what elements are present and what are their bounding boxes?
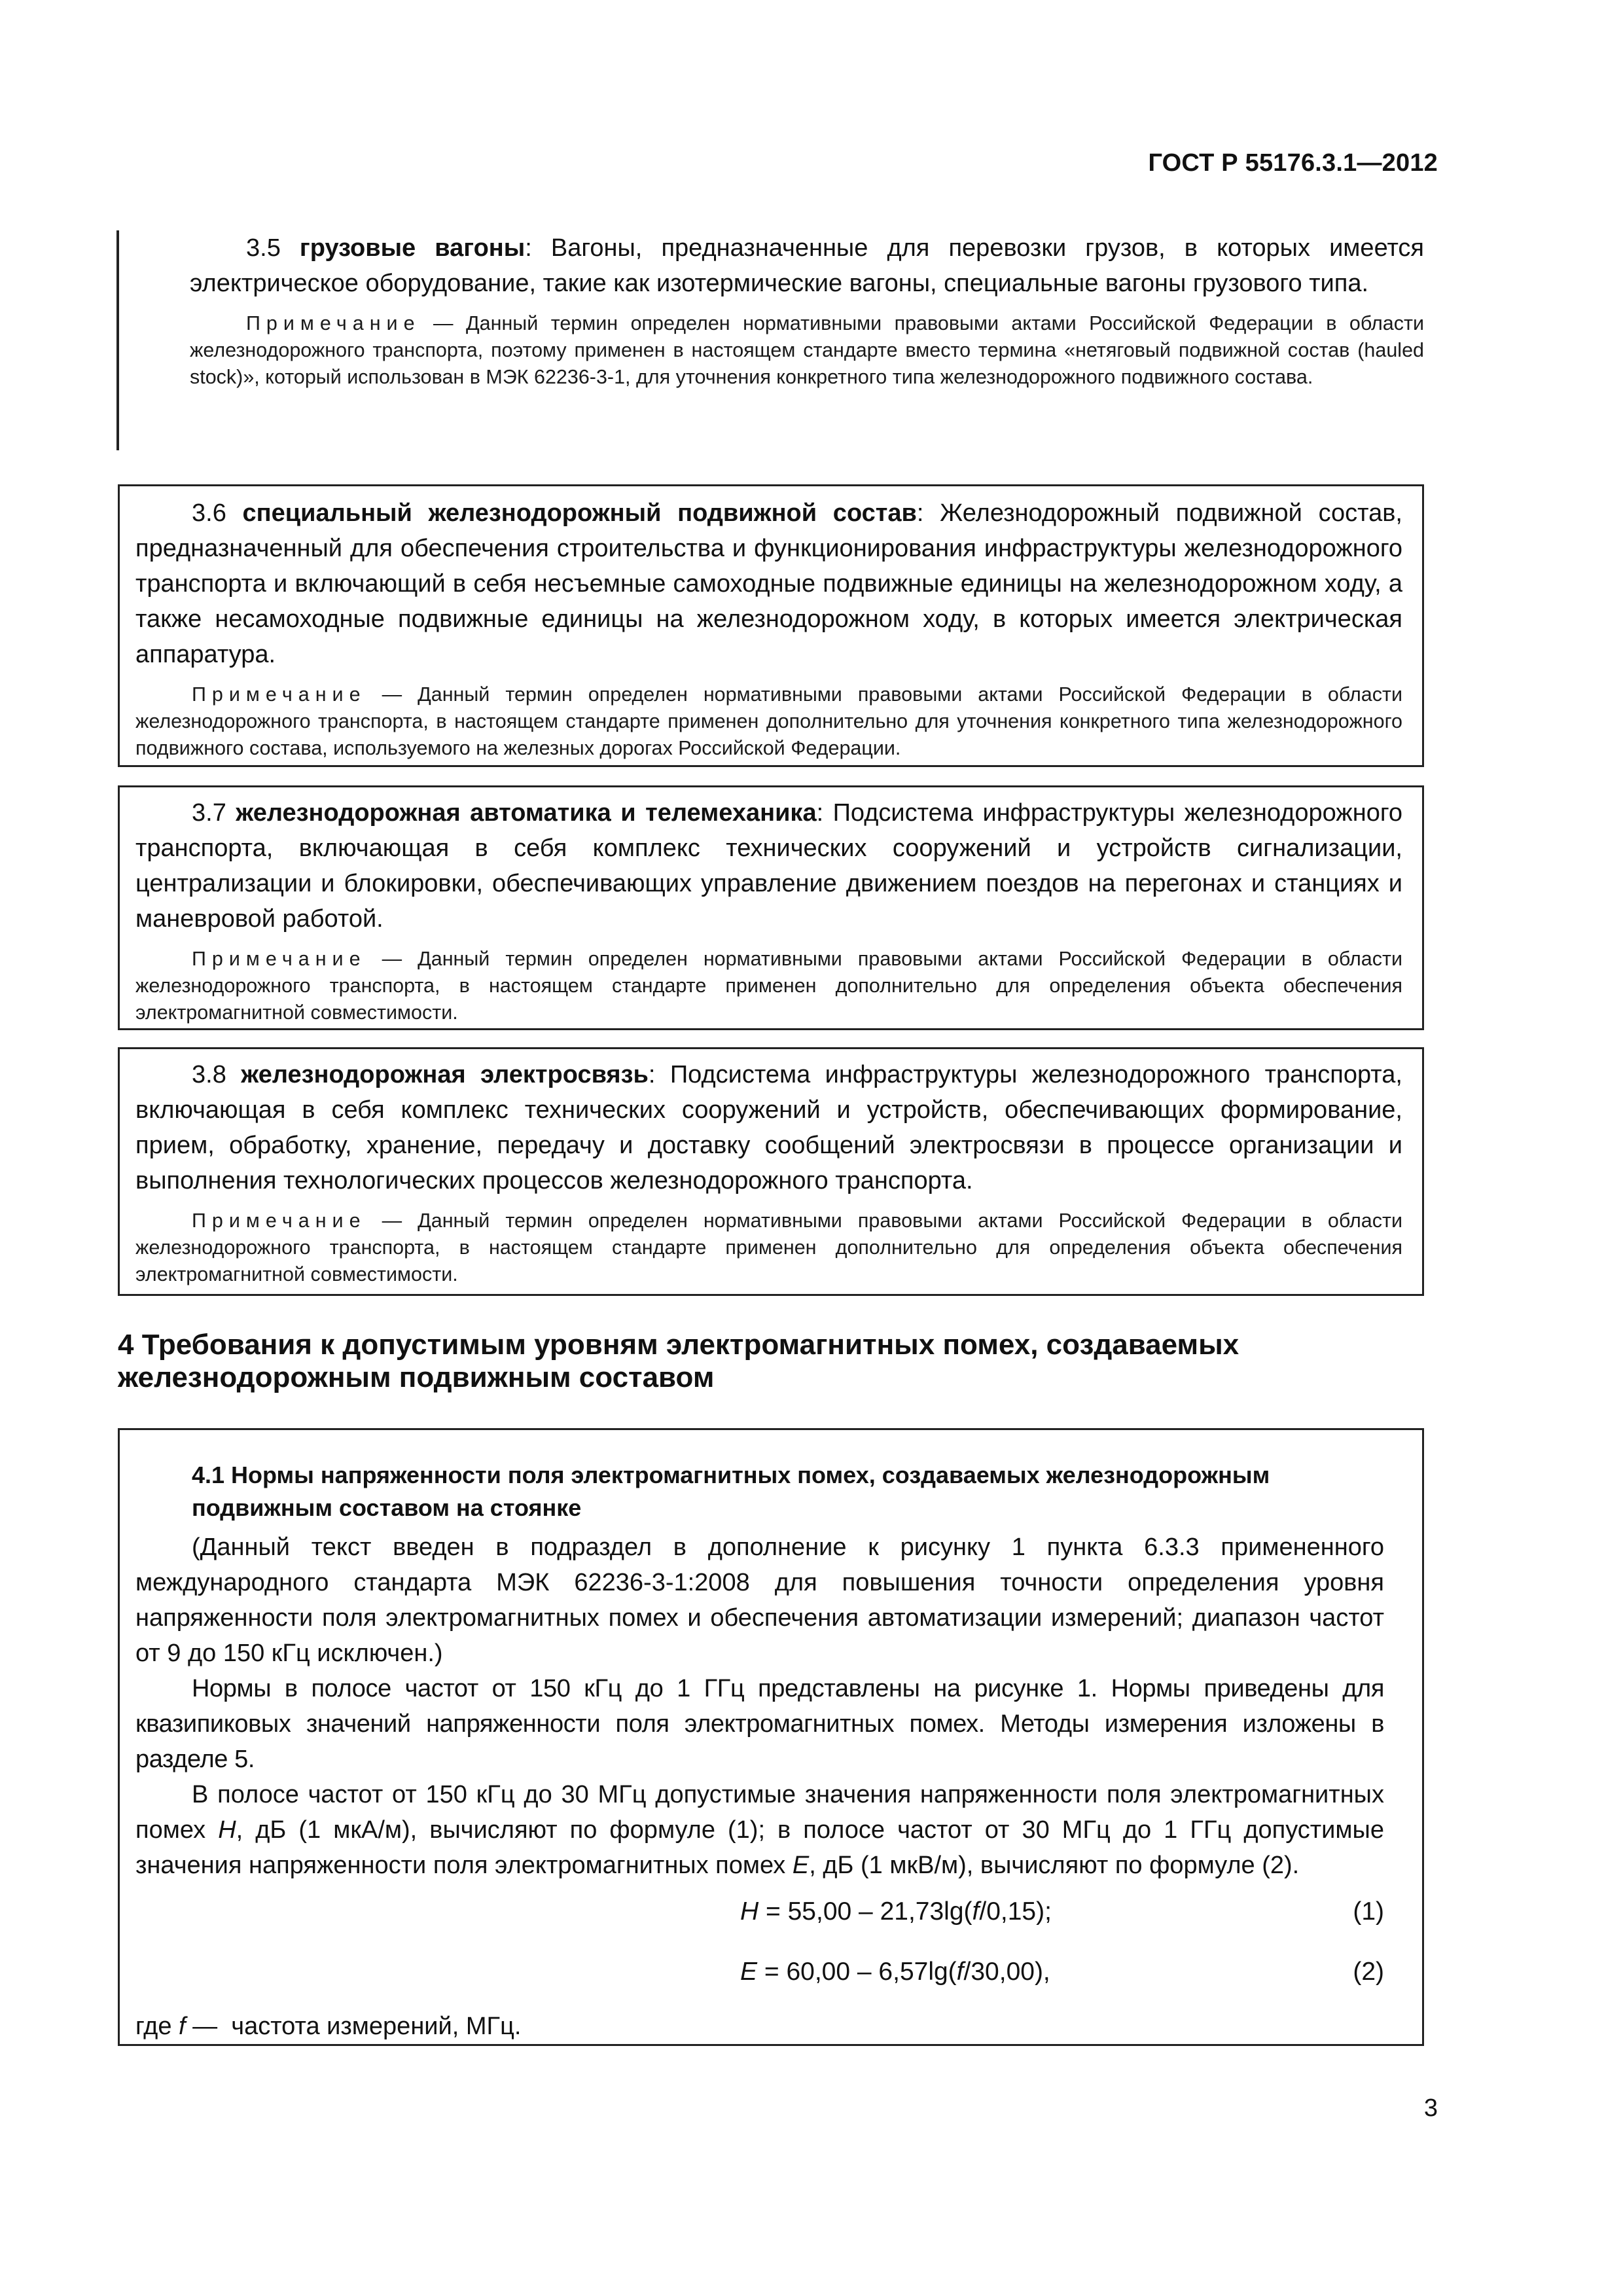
term-note [135, 946, 1402, 1026]
term-number: 3.6 [192, 499, 226, 527]
term-note [135, 1208, 1402, 1288]
formula-part: = 55,00 – 21,73lg( [758, 1897, 972, 1926]
where-text: — частота измерений, МГц. [185, 2013, 522, 2040]
note-label: Примечание [192, 683, 366, 706]
section-4-title: 4 Требования к допустимым уровням электромагнитных помех, создаваемых железнодорожным подвижным составом [118, 1329, 1240, 1393]
formula-1-number: (1) [1353, 1897, 1384, 1926]
text-run: , дБ (1 мкА/м), вычисляют по формуле (1); в полосе частот от 30 МГц до 1 ГГц допустимые значения напряженности поля электромагнитных помех [135, 1816, 1384, 1879]
term-name: железнодорожная электросвязь [241, 1061, 649, 1088]
formula-1 [135, 1883, 1384, 1943]
term-name: специальный железнодорожный подвижной состав [242, 499, 917, 527]
note-label: Примечание [192, 1210, 366, 1232]
term-3-5 [118, 230, 1424, 391]
formula-2-number: (2) [1353, 1958, 1384, 1986]
term-3-8-box [118, 1047, 1424, 1296]
where-clause [135, 2009, 1384, 2044]
where-variable: f [179, 2013, 186, 2040]
term-number: 3.7 [192, 799, 226, 827]
page-number: 3 [1423, 2094, 1438, 2122]
formula-2 [135, 1943, 1384, 2003]
term-note [135, 681, 1402, 762]
subsection-4-1-title: 4.1 Нормы напряженности поля электромагнитных помех, создаваемых железнодорожным подвижным составом на стоянке [192, 1462, 1270, 1521]
formula-2-expression [740, 1958, 1050, 1986]
note-label: Примечание [192, 948, 366, 970]
formula-part: /0,15); [979, 1897, 1052, 1926]
paragraph-norms: Нормы в полосе частот от 150 кГц до 1 ГГц представлены на рисунке 1. Нормы приведены для квазипиковых значений напряженности поля электромагнитных помех. Методы измерения изложены в разделе 5. [135, 1675, 1384, 1773]
term-3-6-box [118, 484, 1424, 767]
term-definition [118, 230, 1424, 301]
term-name: грузовые вагоны [299, 234, 526, 262]
formula-part: /30,00), [963, 1958, 1050, 1986]
formula-part: = 60,00 – 6,57lg( [757, 1958, 957, 1986]
formula-variable: f [956, 1958, 964, 1986]
paragraph-intro: (Данный текст введен в подраздел в дополнение к рисунку 1 пункта 6.3.3 примененного международного стандарта МЭК 62236-3-1:2008 для повышения точности определения уровня напряженности поля электромагнитных помех и обеспечения автоматизации измерений; диапазон частот от 9 до 150 кГц исключен.) [135, 1534, 1384, 1667]
term-definition [135, 495, 1402, 672]
variable-h: H [218, 1816, 236, 1844]
term-number: 3.5 [246, 234, 281, 262]
formula-lhs: E [740, 1958, 758, 1986]
term-name: железнодорожная автоматика и телемеханика [236, 799, 817, 827]
term-3-7-box [118, 785, 1424, 1030]
variable-e: E [792, 1852, 810, 1879]
text-run: , дБ (1 мкВ/м), вычисляют по формуле (2). [809, 1852, 1300, 1879]
term-definition-text: : Вагоны, предназначенные для перевозки грузов, в которых имеется электрическое оборудование, такие как изотермические вагоны, специальные вагоны грузового типа. [190, 234, 1424, 297]
term-definition-text: : Железнодорожный подвижной состав, предназначенный для обеспечения строительства и функционирования инфраструктуры железнодорожного транспорта и включающий в себя несъемные самоходные подвижные единицы на железнодорожном ходу, а также несамоходные подвижные единицы на железнодорожном ходу, в которых имеется электрическая аппаратура. [135, 499, 1402, 668]
term-definition-text: : Подсистема инфраструктуры железнодорожного транспорта, включающая в себя комплекс технических сооружений и устройств сигнализации, централизации и блокировки, обеспечивающих управление движением поездов на перегонах и станциях и маневровой работой. [135, 799, 1403, 933]
note-text: — Данный термин определен нормативными правовыми актами Российской Федерации в области железнодорожного транспорта, в настоящем стандарте применен дополнительно для уточнения конкретного типа железнодорожного подвижного состава, используемого на железных дорогах Российской Федерации. [135, 683, 1402, 759]
note-label: Примечание [246, 312, 421, 334]
note-text: — Данный термин определен нормативными правовыми актами Российской Федерации в области железнодорожного транспорта, поэтому применен в настоящем стандарте вместо термина «нетяговый подвижной состав (hauled stock)», который использован в МЭК 62236-3-1, для уточнения конкретного типа железнодорожного подвижного состава. [190, 312, 1424, 388]
section-4-1-box [118, 1428, 1424, 2046]
term-note [118, 310, 1424, 391]
term-definition [135, 1057, 1402, 1198]
term-number: 3.8 [192, 1061, 226, 1088]
term-definition-text: : Подсистема инфраструктуры железнодорожного транспорта, включающая в себя комплекс технических сооружений и устройств, обеспечивающих формирование, прием, обработку, хранение, передачу и доставку сообщений электросвязи в процессе организации и выполнения технологических процессов железнодорожного транспорта. [135, 1061, 1402, 1194]
paragraph-formulas [135, 1777, 1384, 1883]
formula-lhs: H [740, 1897, 759, 1926]
formula-variable: f [972, 1897, 980, 1926]
note-text: — Данный термин определен нормативными правовыми актами Российской Федерации в области железнодорожного транспорта, в настоящем стандарте применен дополнительно для определения объекта обеспечения электромагнитной совместимости. [135, 1210, 1402, 1285]
document-header: ГОСТ Р 55176.3.1—2012 [1148, 149, 1438, 177]
where-lead: где [135, 2013, 179, 2040]
formula-1-expression [740, 1897, 1052, 1926]
note-text: — Данный термин определен нормативными правовыми актами Российской Федерации в области железнодорожного транспорта, в настоящем стандарте применен дополнительно для определения объекта обеспечения электромагнитной совместимости. [135, 948, 1402, 1024]
text-run: В полосе частот от 150 кГц до 30 МГц допустимые значения напряженности поля электромагнитных помех [135, 1781, 1384, 1844]
term-definition [135, 795, 1402, 937]
